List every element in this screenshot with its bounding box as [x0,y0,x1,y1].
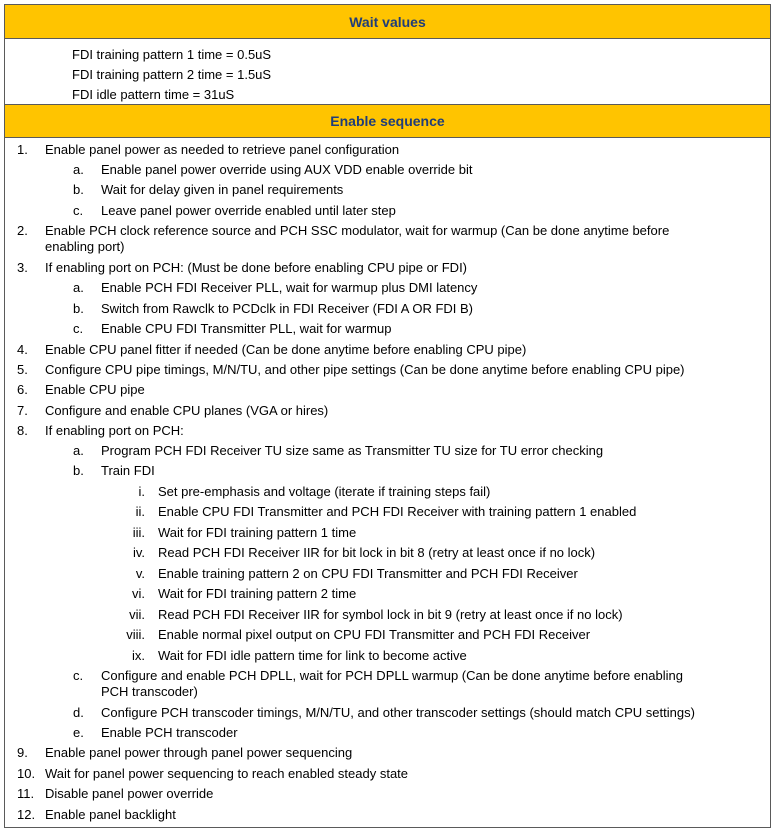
step-text: Enable normal pixel output on CPU FDI Transmitter and PCH FDI Receiver [158,627,591,642]
step-text: If enabling port on PCH: (Must be done before enabling CPU pipe or FDI) [45,260,468,275]
step-text: Configure and enable CPU planes (VGA or hires) [45,403,329,418]
step-number: 10. [17,766,36,781]
step-number: vi. [132,586,145,601]
step-number: c. [73,668,84,683]
step-number: b. [73,182,84,197]
enable-sequence-cell [5,138,770,827]
step-number: 6. [17,382,28,397]
step-number: 12. [17,807,36,822]
step-text: Switch from Rawclk to PCDclk in FDI Receiver (FDI A OR FDI B) [101,301,474,316]
step-number: b. [73,463,84,478]
step-number: a. [73,280,84,295]
wait-values-header: Wait values [5,5,770,39]
step-number: iii. [132,525,145,540]
wait-line: FDI training pattern 1 time = 0.5uS [72,47,272,62]
step-number: 9. [17,745,28,760]
step-text: Wait for panel power sequencing to reach enabled steady state [45,766,409,781]
sequence-table [4,4,771,828]
step-text-continued: enabling port) [45,239,125,254]
step-number: 8. [17,423,28,438]
step-number: 4. [17,342,28,357]
step-text-continued: PCH transcoder) [101,684,198,699]
step-text: Wait for FDI training pattern 1 time [158,525,357,540]
step-text: Enable training pattern 2 on CPU FDI Transmitter and PCH FDI Receiver [158,566,578,581]
step-text: Wait for FDI idle pattern time for link to become active [158,648,467,663]
step-text: Wait for delay given in panel requirements [101,182,344,197]
step-text: Disable panel power override [45,786,214,801]
step-number: ii. [135,504,145,519]
step-text: Enable CPU FDI Transmitter and PCH FDI Receiver with training pattern 1 enabled [158,504,637,519]
step-number: 2. [17,223,28,238]
step-text: Read PCH FDI Receiver IIR for bit lock in bit 8 (retry at least once if no lock) [158,545,596,560]
wait-line: FDI training pattern 2 time = 1.5uS [72,67,272,82]
step-text: Configure PCH transcoder timings, M/N/TU, and other transcoder settings (should match CPU settings) [101,705,695,720]
step-text: Enable panel power as needed to retrieve panel configuration [45,142,400,157]
step-number: a. [73,443,84,458]
step-number: 5. [17,362,28,377]
step-number: e. [73,725,84,740]
step-text: Train FDI [101,463,155,478]
step-text: Enable PCH transcoder [101,725,238,740]
step-text: Read PCH FDI Receiver IIR for symbol lock in bit 9 (retry at least once if no lock) [158,607,623,622]
enable-sequence-header: Enable sequence [5,104,770,138]
step-text: Enable CPU pipe [45,382,145,397]
step-text: Leave panel power override enabled until later step [101,203,396,218]
step-number: v. [135,566,145,581]
step-number: b. [73,301,84,316]
wait-values-cell [5,39,770,104]
step-text: Enable panel power through panel power sequencing [45,745,353,760]
step-text: Set pre-emphasis and voltage (iterate if training steps fail) [158,484,491,499]
step-text: Enable CPU panel fitter if needed (Can be done anytime before enabling CPU pipe) [45,342,527,357]
step-text: Enable panel power override using AUX VDD enable override bit [101,162,473,177]
step-text: Configure and enable PCH DPLL, wait for PCH DPLL warmup (Can be done anytime before enabling [101,668,683,683]
step-number: iv. [132,545,145,560]
step-number: vii. [129,607,145,622]
step-number: viii. [126,627,145,642]
step-text: Enable panel backlight [45,807,176,822]
step-number: 1. [17,142,28,157]
step-text: Program PCH FDI Receiver TU size same as Transmitter TU size for TU error checking [101,443,604,458]
step-number: a. [73,162,84,177]
step-number: d. [73,705,84,720]
step-number: 7. [17,403,28,418]
step-number: ix. [132,648,145,663]
step-text: Enable CPU FDI Transmitter PLL, wait for warmup [101,321,392,336]
step-number: c. [73,203,84,218]
step-text: Configure CPU pipe timings, M/N/TU, and other pipe settings (Can be done anytime before enabling CPU pipe) [45,362,685,377]
wait-line: FDI idle pattern time = 31uS [72,87,235,102]
step-text: Enable PCH FDI Receiver PLL, wait for warmup plus DMI latency [101,280,478,295]
step-text: Enable PCH clock reference source and PCH SSC modulator, wait for warmup (Can be done anytime before [45,223,670,238]
step-text: If enabling port on PCH: [45,423,184,438]
step-number: 11. [17,786,35,801]
step-text: Wait for FDI training pattern 2 time [158,586,357,601]
step-number: 3. [17,260,28,275]
step-number: c. [73,321,84,336]
step-number: i. [138,484,145,499]
